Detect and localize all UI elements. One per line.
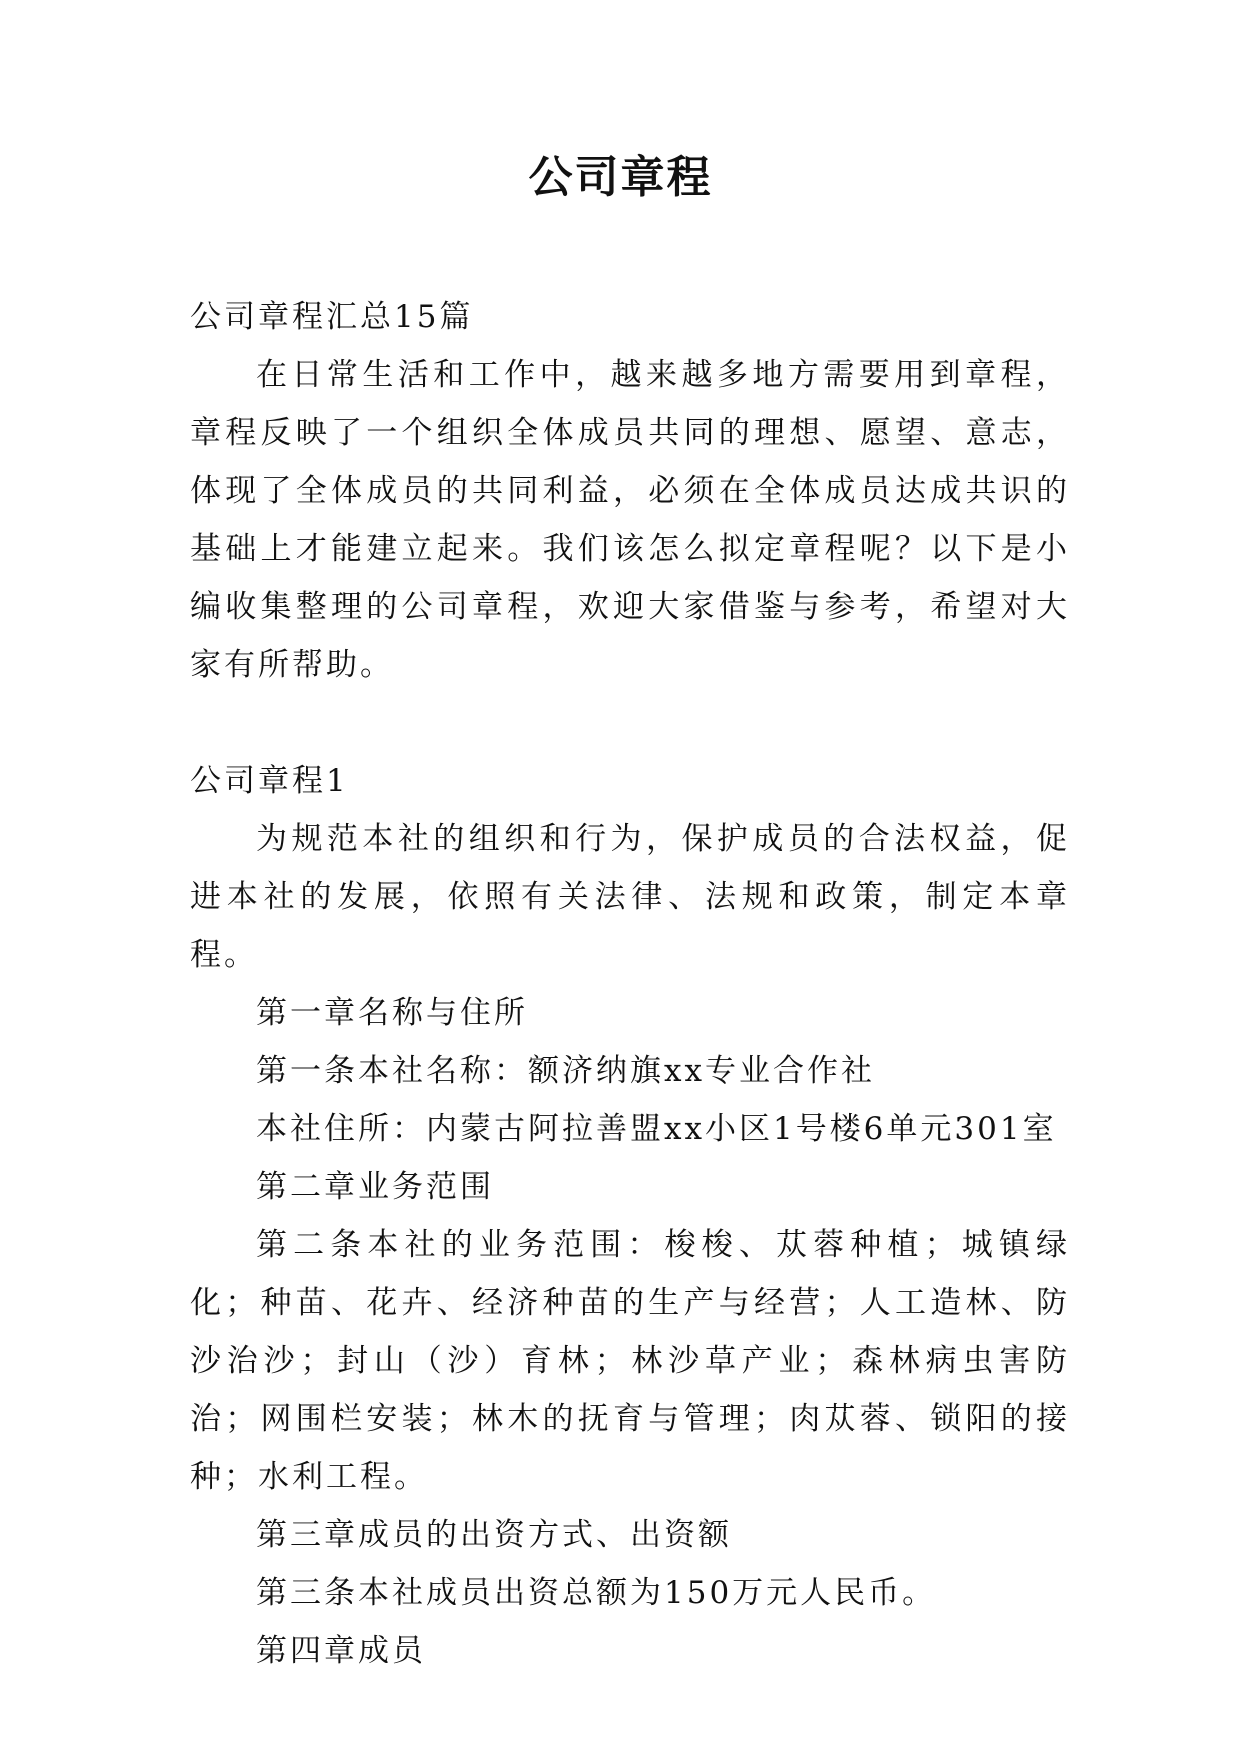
collection-subtitle: 公司章程汇总15篇 <box>190 299 474 335</box>
section-spacer <box>190 694 1070 752</box>
chapter-heading-3: 第三章成员的出资方式、出资额 <box>256 1517 732 1553</box>
section-title: 公司章程1 <box>190 763 349 799</box>
document-title: 公司章程 <box>528 152 713 203</box>
article-2-paragraph: 第二条本社的业务范围：梭梭、苁蓉种植；城镇绿化；种苗、花卉、经济种苗的生产与经营；人工造林、防沙治沙；封山（沙）育林；林沙草产业；森林病虫害防治；网围栏安装；林木的抚育与管理；肉苁蓉、锁阳的接种；水利工程。 <box>190 1227 1070 1495</box>
article-1-paragraph: 第一条本社名称：额济纳旗xx专业合作社 <box>256 1053 875 1089</box>
article-3-paragraph: 第三条本社成员出资总额为150万元人民币。 <box>256 1575 937 1611</box>
intro-paragraph: 在日常生活和工作中，越来越多地方需要用到章程，章程反映了一个组织全体成员共同的理想、愿望、意志，体现了全体成员的共同利益，必须在全体成员达成共识的基础上才能建立起来。我们该怎么拟定章程呢？以下是小编收集整理的公司章程，欢迎大家借鉴与参考，希望对大家有所帮助。 <box>190 357 1070 683</box>
chapter-heading-2: 第二章业务范围 <box>256 1169 494 1205</box>
document-body <box>190 288 1070 1680</box>
address-paragraph: 本社住所：内蒙古阿拉善盟xx小区1号楼6单元301室 <box>256 1111 1057 1147</box>
chapter-heading-4: 第四章成员 <box>256 1633 426 1669</box>
preamble-paragraph: 为规范本社的组织和行为，保护成员的合法权益，促进本社的发展，依照有关法律、法规和政策，制定本章程。 <box>190 821 1070 973</box>
chapter-heading-1: 第一章名称与住所 <box>256 995 528 1031</box>
